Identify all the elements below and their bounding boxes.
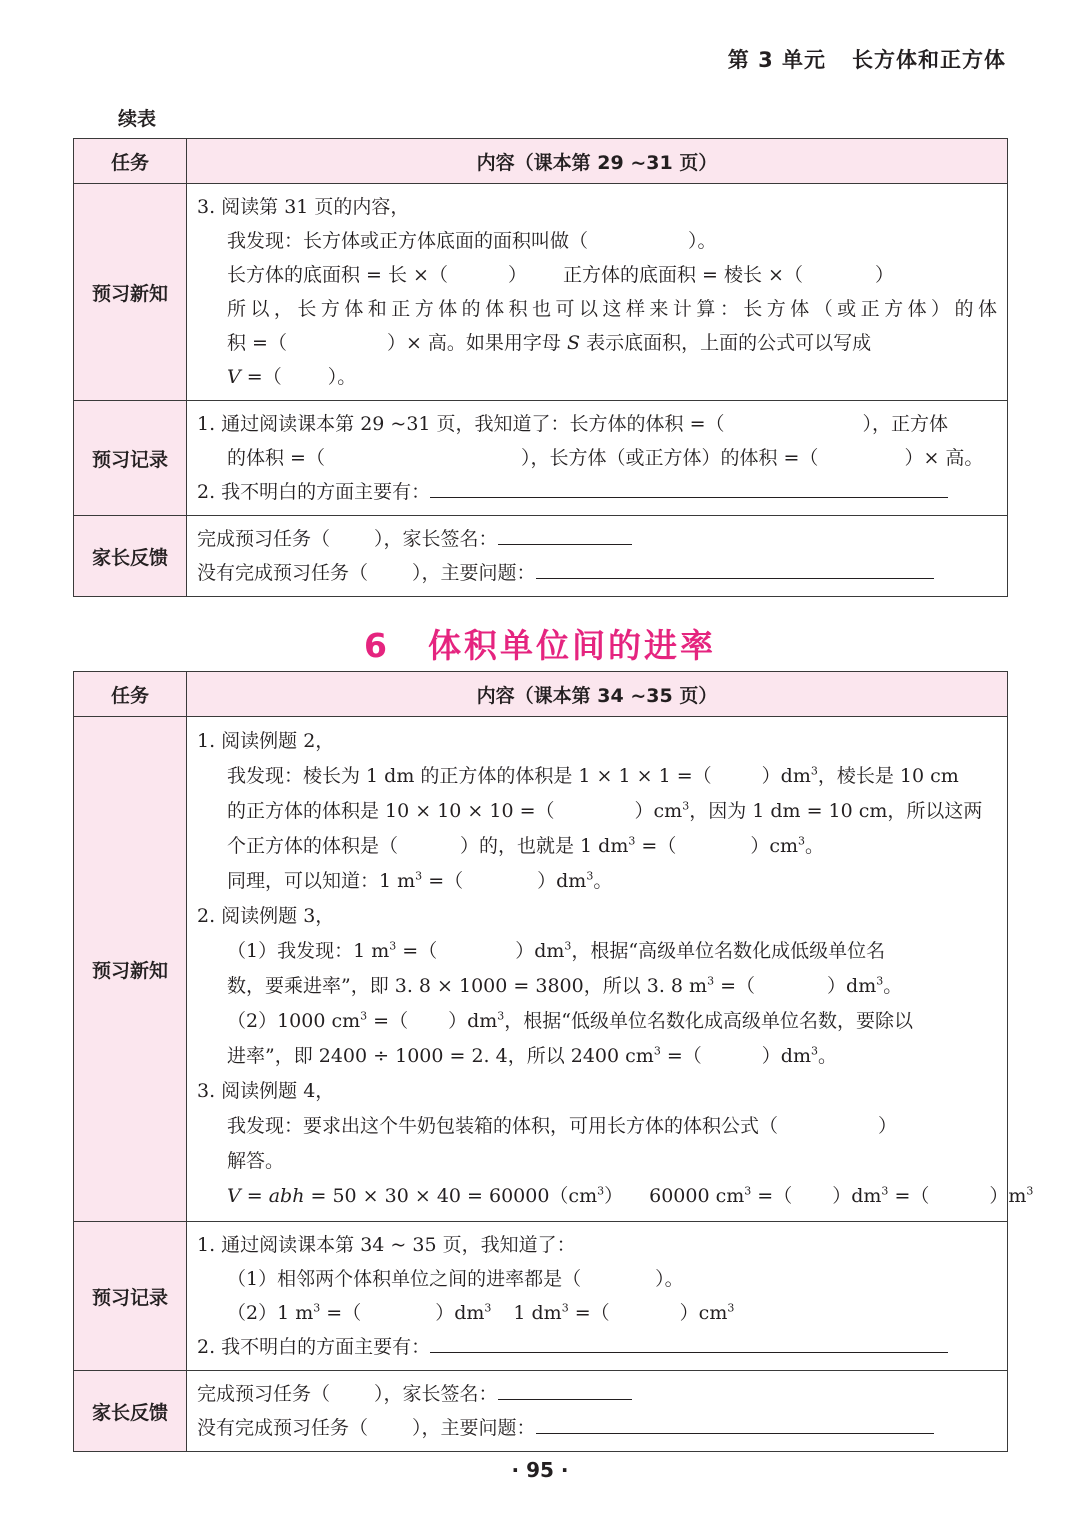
answer-line[interactable] (536, 1411, 934, 1434)
answer-line[interactable] (430, 1330, 948, 1353)
section-title (0, 620, 1080, 667)
text-line: 我发现：棱长为 1 dm 的正方体的体积是 1 × 1 × 1 =（ ）$dm^3$，棱长是 10 cm (227, 764, 959, 787)
page-header (728, 44, 1006, 74)
text-line: （2）1 $m^3$ =（ ）$dm^3$ 1 $dm^3$ =（ ）$cm^3$ (227, 1301, 735, 1324)
text-line: 我发现：要求出这个牛奶包装箱的体积，可用长方体的体积公式（ ） (227, 1115, 898, 1137)
text-line: （2）1000 $cm^3$ =（ ）$dm^3$，根据“低级单位名数化成高级单位名数，要除以 (227, 1009, 914, 1032)
text-line: 2. 我不明白的方面主要有： (197, 475, 997, 509)
text-line: 个正方体的体积是（ ）的，也就是 1 $dm^3$ =（ ）$cm^3$。 (227, 834, 825, 857)
feedback-content (187, 1371, 1008, 1452)
text-line: 3. 阅读第 31 页的内容， (197, 196, 410, 218)
unit-label: 第 3 单元 (727, 48, 826, 72)
text-line: 完成预习任务（ ），家长签名： (197, 522, 997, 556)
text-line: 1. 通过阅读课本第 29 ~31 页，我知道了：长方体的体积 =（ ），正方体 (197, 413, 949, 435)
unit-topic: 长方体和正方体 (852, 48, 1006, 72)
page-number: · 95 · (511, 1458, 569, 1482)
continued-label: 续表 (118, 108, 157, 130)
text-line: 积 =（ ）× 高。如果用字母 S 表示底面积，上面的公式可以写成 (227, 332, 872, 354)
signature-line[interactable] (498, 1377, 632, 1400)
text-line: （1）我发现：1 $m^3$ =（ ）$dm^3$，根据“高级单位名数化成低级单位名 (227, 939, 886, 962)
section-title-text: 体积单位间的进率 (427, 626, 716, 665)
text-line: 我发现：长方体或正方体底面的面积叫做（ ）。 (227, 230, 717, 252)
preview-content (187, 717, 1034, 1222)
record-content (187, 401, 1008, 516)
text-line: 2. 阅读例题 3， (197, 905, 335, 927)
header-content: 内容（课本第 29 ~31 页） (187, 139, 1008, 184)
worksheet-table-1 (73, 138, 1008, 597)
text-line: 解答。 (227, 1150, 285, 1172)
answer-line[interactable] (430, 475, 948, 498)
text-line: 的正方体的体积是 10 × 10 × 10 =（ ）$cm^3$，因为 1 dm = 10 cm，所以这两 (227, 799, 983, 822)
text-line: V =（ ）。 (227, 366, 357, 388)
text-line: 1. 阅读例题 2， (197, 730, 335, 752)
text-line: 没有完成预习任务（ ），主要问题： (197, 1411, 997, 1445)
text-line: （1）相邻两个体积单位之间的进率都是（ ）。 (227, 1268, 684, 1290)
answer-line[interactable] (536, 556, 934, 579)
row-label-record: 预习记录 (74, 1222, 187, 1371)
row-label-preview: 预习新知 (74, 184, 187, 401)
row-label-feedback: 家长反馈 (74, 1371, 187, 1452)
text-line: 1. 通过阅读课本第 34 ~ 35 页，我知道了： (197, 1234, 576, 1256)
text-line: 数，要乘进率”，即 3. 8 × 1000 = 3800，所以 3. 8 $m^3$ =（ ）$dm^3$。 (227, 974, 903, 997)
text-line: 完成预习任务（ ），家长签名： (197, 1377, 997, 1411)
text-line: 进率”，即 2400 ÷ 1000 = 2. 4，所以 2400 $cm^3$ =（ ）$dm^3$。 (227, 1044, 837, 1067)
text-line: 没有完成预习任务（ ），主要问题： (197, 556, 997, 590)
worksheet-table-2 (73, 671, 1034, 1452)
text-line: 长方体的底面积 = 长 ×（ ） 正方体的底面积 = 棱长 ×（ ） (227, 264, 894, 286)
text-line: V = abh = $50 \times 30 \times 40 = 60000(cm^3)$ 60000 $cm^3$ =（ ）$dm^3$ =（ ）$m^3$ (227, 1184, 1034, 1207)
row-label-record: 预习记录 (74, 401, 187, 516)
signature-line[interactable] (498, 522, 632, 545)
text-line: 所以，长方体和正方体的体积也可以这样来计算：长方体（或正方体）的体 (227, 298, 997, 320)
text-line: 的体积 =（ ），长方体（或正方体）的体积 =（ ）× 高。 (227, 447, 984, 469)
text-line: 3. 阅读例题 4， (197, 1080, 335, 1102)
preview-content (187, 184, 1008, 401)
record-content (187, 1222, 1008, 1371)
row-label-preview: 预习新知 (74, 717, 187, 1222)
feedback-content (187, 516, 1008, 597)
text-line: 2. 我不明白的方面主要有： (197, 1330, 997, 1364)
row-label-feedback: 家长反馈 (74, 516, 187, 597)
section-number: 6 (364, 626, 390, 665)
header-content: 内容（课本第 34 ~35 页） (187, 672, 1008, 717)
header-task: 任务 (74, 139, 187, 184)
header-task: 任务 (74, 672, 187, 717)
text-line: 同理，可以知道：1 $m^3$ =（ ）$dm^3$。 (227, 869, 613, 892)
